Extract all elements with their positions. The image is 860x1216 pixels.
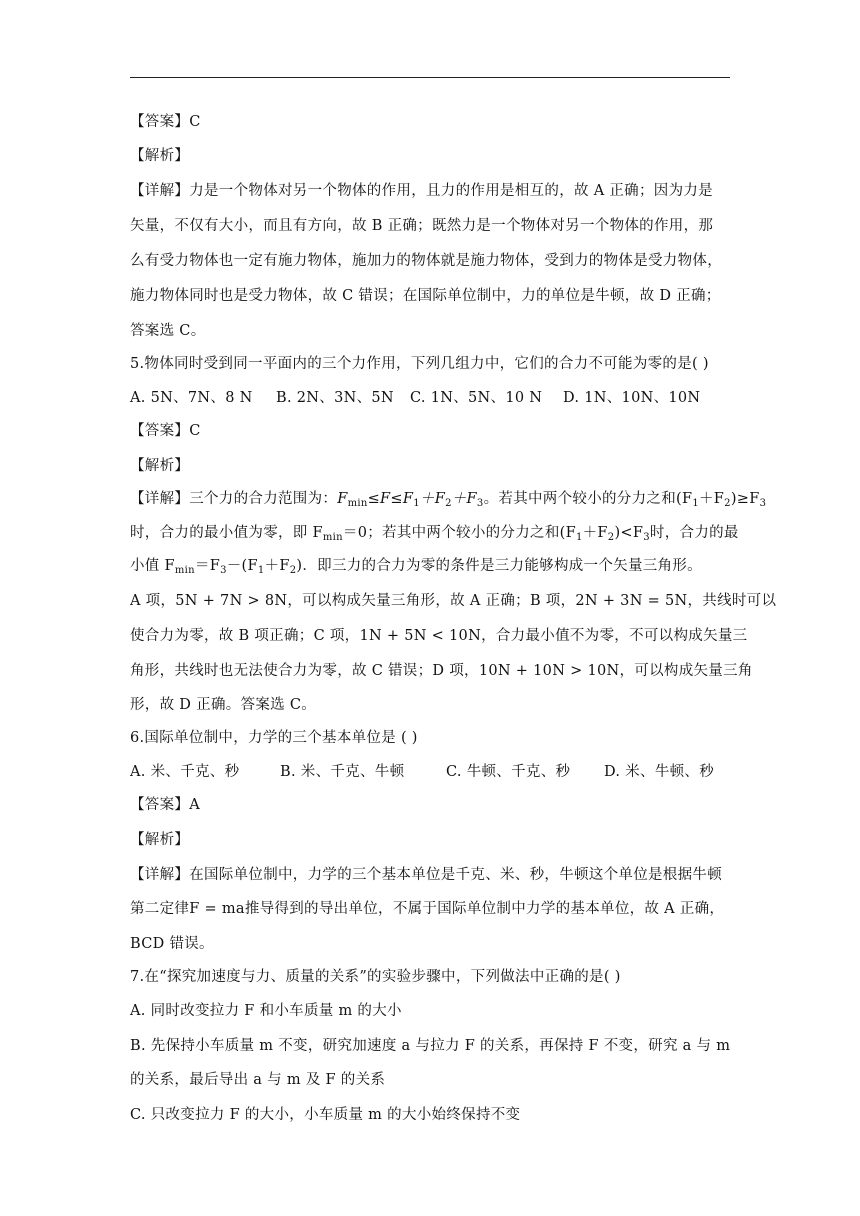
q5-options [130,388,740,408]
q5-detail-line-2: 时，合力的最小值为零，即 $F_{min}=0$；若其中两个较小的分力之和$(F_1+F_2)<F_3$时，合力的最 [130,525,739,543]
q6-option-d: D. 米、牛顿、秒 [604,764,715,780]
q6-analysis: 【解析】 [130,832,190,848]
q5-analysis: 【解析】 [130,458,190,474]
q7-option-a: A. 同时改变拉力 F 和小车质量 m 的大小 [130,1003,402,1019]
q6-options [130,762,740,782]
q4-detail-line: 施力物体同时也是受力物体，故 C 错误；在国际单位制中，力的单位是牛顿，故 D 正确； [130,288,721,304]
q6-detail-line: BCD 错误。 [130,936,214,952]
q5-detail-line-4: 角形，共线时也无法使合力为零，故 C 错误；D 项，10N + 10N > 10N，可以构成矢量三角 [130,663,753,679]
q6-detail-line: 【详解】在国际单位制中，力学的三个基本单位是千克、米、秒，牛顿这个单位是根据牛顿 [130,867,722,883]
q5-question: 5.物体同时受到同一平面内的三个力作用，下列几组力中，它们的合力不可能为零的是( ) [130,356,709,372]
q5-detail-line-4: 形，故 D 正确。答案选 C。 [130,697,317,713]
q4-detail-line: 么有受力物体也一定有施力物体，施加力的物体就是施力物体，受到力的物体是受力物体， [130,253,722,269]
q7-option-b: B. 先保持小车质量 m 不变，研究加速度 a 与拉力 F 的关系，再保持 F 不变，研究 a 与 m [130,1038,731,1054]
q6-option-c: C. 牛顿、千克、秒 [446,764,571,780]
q4-analysis: 【解析】 [130,148,190,164]
q6-option-a: A. 米、千克、秒 [130,764,240,780]
q4-detail-line: 答案选 C。 [130,323,206,339]
header-rule [130,77,730,78]
q4-answer: 【答案】C [130,114,201,130]
q7-option-b-cont: 的关系，最后导出 a 与 m 及 F 的关系 [130,1072,386,1088]
q6-option-b: B. 米、千克、牛顿 [280,764,405,780]
q4-detail-line: 矢量，不仅有大小，而且有方向，故 B 正确；既然力是一个物体对另一个物体的作用，那 [130,218,714,234]
q5-option-d: D. 1N、10N、10N [563,390,701,406]
q5-detail-line-3: 小值 $F_{min}=F_3-(F_1+F_2)$．即三力的合力为零的条件是三力能够构成一个矢量三角形。 [130,558,702,576]
q6-answer: 【答案】A [130,797,200,813]
q7-option-c: C. 只改变拉力 F 的大小，小车质量 m 的大小始终保持不变 [130,1107,521,1123]
q7-question: 7.在“探究加速度与力、质量的关系”的实验步骤中，下列做法中正确的是( ) [130,969,621,985]
q5-option-c: C. 1N、5N、10 N [410,390,543,406]
q5-detail-line-4: 使合力为零，故 B 项正确；C 项，1N + 5N < 10N，合力最小值不为零，不可以构成矢量三 [130,628,748,644]
q5-detail-line-1: 【详解】三个力的合力范围为：$F_{min}\le F\le F_1+F_2+F_3$。若其中两个较小的分力之和$(F_1+F_2)\ge F_3$ [130,491,767,509]
q5-answer: 【答案】C [130,423,201,439]
q5-detail-line-4: A 项，5N + 7N > 8N，可以构成矢量三角形，故 A 正确；B 项，2N + 3N = 5N，共线时可以 [130,593,777,609]
q5-option-a: A. 5N、7N、8 N [130,390,253,406]
q6-detail-line: 第二定律F = ma推导得到的导出单位，不属于国际单位制中力学的基本单位，故 A 正确， [130,901,725,917]
q6-question: 6.国际单位制中，力学的三个基本单位是 ( ) [130,730,418,746]
q4-detail-line: 【详解】力是一个物体对另一个物体的作用，且力的作用是相互的，故 A 正确；因为力是 [130,183,713,199]
q5-option-b: B. 2N、3N、5N [276,390,394,406]
